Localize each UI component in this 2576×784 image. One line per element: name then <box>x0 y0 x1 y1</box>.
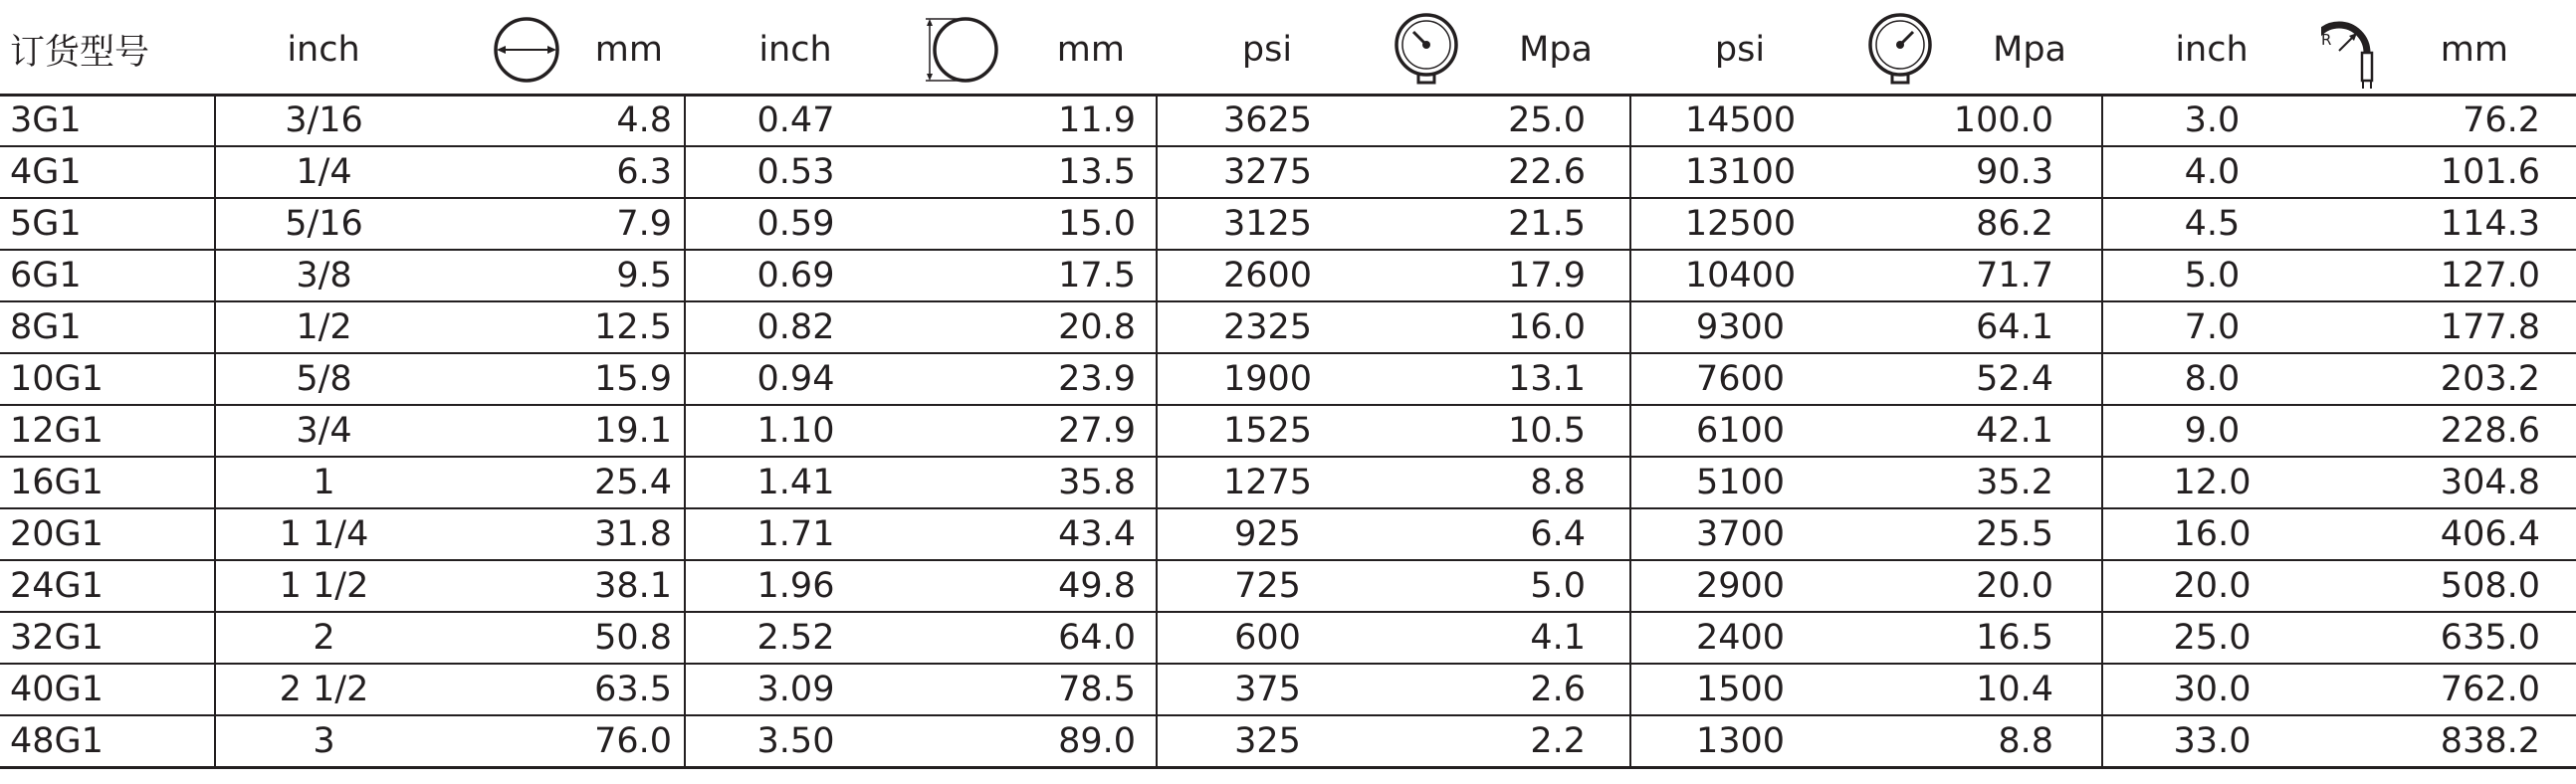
order-no-cell: 32G1 <box>0 612 215 664</box>
bend-radius-letter: R <box>2321 30 2332 49</box>
working-pressure-psi-cell: 1275 <box>1157 457 1378 508</box>
outer-diameter-inch-cell: 2.52 <box>685 612 906 664</box>
table-row <box>0 664 2576 715</box>
outer-diameter-inch-cell: 1.41 <box>685 457 906 508</box>
order-no-cell: 3G1 <box>0 95 215 146</box>
working-pressure-psi-cell: 2600 <box>1157 250 1378 301</box>
bend-radius-mm-cell: 838.2 <box>2321 715 2576 767</box>
inner-diameter-mm-cell: 31.8 <box>432 508 685 560</box>
bend-radius-inch-cell: 30.0 <box>2102 664 2321 715</box>
inner-diameter-mm-cell: 4.8 <box>432 95 685 146</box>
order-no-cell: 48G1 <box>0 715 215 767</box>
working-pressure-psi-cell: 925 <box>1157 508 1378 560</box>
bend-radius-mm-cell: 508.0 <box>2321 560 2576 612</box>
working-pressure-mpa-label: Mpa <box>1519 29 1593 70</box>
burst-pressure-mpa-cell: 25.5 <box>1849 508 2102 560</box>
working-pressure-mpa-cell: 17.9 <box>1378 250 1630 301</box>
bend-radius-inch-cell: 16.0 <box>2102 508 2321 560</box>
outer-diameter-inch-cell: 0.59 <box>685 198 906 250</box>
bend-radius-inch-cell: 9.0 <box>2102 405 2321 457</box>
inner-diameter-inch-cell: 1/2 <box>215 301 432 353</box>
bend-radius-mm-cell: 114.3 <box>2321 198 2576 250</box>
working-pressure-psi-cell: 600 <box>1157 612 1378 664</box>
table-row <box>0 250 2576 301</box>
outer-diameter-mm-cell: 11.9 <box>906 95 1157 146</box>
burst-pressure-mpa-cell: 35.2 <box>1849 457 2102 508</box>
pressure-gauge-icon <box>1865 12 1935 88</box>
burst-pressure-mpa-cell: 90.3 <box>1849 146 2102 198</box>
bend-radius-mm-cell: 203.2 <box>2321 353 2576 405</box>
outer-diameter-mm-cell: 35.8 <box>906 457 1157 508</box>
inner-diameter-mm-cell: 9.5 <box>432 250 685 301</box>
table-row <box>0 405 2576 457</box>
outer-diameter-mm-cell: 89.0 <box>906 715 1157 767</box>
working-pressure-mpa-cell: 16.0 <box>1378 301 1630 353</box>
inner-diameter-inch-cell: 2 1/2 <box>215 664 432 715</box>
bend-radius-mm-cell: 76.2 <box>2321 95 2576 146</box>
outer-diameter-mm-cell: 27.9 <box>906 405 1157 457</box>
burst-pressure-psi-cell: 1500 <box>1630 664 1849 715</box>
outer-diameter-mm-cell: 78.5 <box>906 664 1157 715</box>
inner-diameter-inch-cell: 1 1/2 <box>215 560 432 612</box>
outer-diameter-inch-cell: 3.50 <box>685 715 906 767</box>
bend-radius-mm-cell: 228.6 <box>2321 405 2576 457</box>
burst-pressure-psi-cell: 13100 <box>1630 146 1849 198</box>
inner-diameter-inch-cell: 5/16 <box>215 198 432 250</box>
working-pressure-mpa-cell: 22.6 <box>1378 146 1630 198</box>
bend-radius-inch-cell: 7.0 <box>2102 301 2321 353</box>
working-pressure-mpa-cell: 25.0 <box>1378 95 1630 146</box>
order-no-cell: 40G1 <box>0 664 215 715</box>
bend-radius-mm-cell: 127.0 <box>2321 250 2576 301</box>
inner-diameter-mm-label: mm <box>594 29 663 70</box>
header-row <box>0 0 2576 95</box>
outer-diameter-mm-label: mm <box>1056 29 1125 70</box>
burst-pressure-mpa-cell: 100.0 <box>1849 95 2102 146</box>
working-pressure-psi-cell: 325 <box>1157 715 1378 767</box>
working-pressure-mpa-cell: 2.6 <box>1378 664 1630 715</box>
table-row <box>0 560 2576 612</box>
inner-diameter-mm-cell: 19.1 <box>432 405 685 457</box>
working-pressure-psi-cell: 725 <box>1157 560 1378 612</box>
burst-pressure-mpa-cell: 42.1 <box>1849 405 2102 457</box>
working-pressure-psi-cell: 3625 <box>1157 95 1378 146</box>
outer-diameter-mm-cell: 17.5 <box>906 250 1157 301</box>
inner-diameter-inch-cell: 1/4 <box>215 146 432 198</box>
working-pressure-psi-cell: 2325 <box>1157 301 1378 353</box>
table-row <box>0 508 2576 560</box>
bend-radius-inch-cell: 25.0 <box>2102 612 2321 664</box>
inner-diameter-mm-cell: 25.4 <box>432 457 685 508</box>
bend-radius-inch-cell: 4.0 <box>2102 146 2321 198</box>
burst-pressure-mpa-cell: 10.4 <box>1849 664 2102 715</box>
burst-pressure-psi-cell: 14500 <box>1630 95 1849 146</box>
working-pressure-mpa-cell: 5.0 <box>1378 560 1630 612</box>
outer-diameter-mm-cell: 15.0 <box>906 198 1157 250</box>
burst-pressure-psi-cell: 3700 <box>1630 508 1849 560</box>
order-no-cell: 4G1 <box>0 146 215 198</box>
bend-radius-inch-cell: 3.0 <box>2102 95 2321 146</box>
inner-diameter-inch-cell: 3/16 <box>215 95 432 146</box>
bend-radius-inch-cell: 20.0 <box>2102 560 2321 612</box>
burst-pressure-mpa-label: Mpa <box>1993 29 2066 70</box>
inner-diameter-inch-cell: 2 <box>215 612 432 664</box>
table-row <box>0 198 2576 250</box>
burst-pressure-psi-cell: 2400 <box>1630 612 1849 664</box>
burst-pressure-mpa-cell: 20.0 <box>1849 560 2102 612</box>
bend-radius-mm-cell: 406.4 <box>2321 508 2576 560</box>
working-pressure-psi-cell: 3275 <box>1157 146 1378 198</box>
bend-radius-mm-cell: 635.0 <box>2321 612 2576 664</box>
order-no-cell: 5G1 <box>0 198 215 250</box>
table-row <box>0 612 2576 664</box>
bend-radius-mm-cell: 762.0 <box>2321 664 2576 715</box>
bend-radius-mm-cell: 177.8 <box>2321 301 2576 353</box>
table-row <box>0 715 2576 767</box>
bend-radius-inch-cell: 4.5 <box>2102 198 2321 250</box>
inner-diameter-inch-header: inch <box>215 0 432 95</box>
order-no-cell: 20G1 <box>0 508 215 560</box>
bend-radius-inch-cell: 12.0 <box>2102 457 2321 508</box>
order-no-cell: 16G1 <box>0 457 215 508</box>
inner-diameter-mm-cell: 38.1 <box>432 560 685 612</box>
inner-diameter-mm-cell: 50.8 <box>432 612 685 664</box>
outer-diameter-mm-cell: 49.8 <box>906 560 1157 612</box>
burst-pressure-mpa-cell: 16.5 <box>1849 612 2102 664</box>
working-pressure-mpa-cell: 10.5 <box>1378 405 1630 457</box>
working-pressure-psi-header: psi <box>1157 0 1378 95</box>
inner-diameter-mm-cell: 12.5 <box>432 301 685 353</box>
burst-pressure-mpa-cell: 71.7 <box>1849 250 2102 301</box>
order-no-cell: 12G1 <box>0 405 215 457</box>
outer-diameter-mm-cell: 23.9 <box>906 353 1157 405</box>
working-pressure-psi-cell: 1900 <box>1157 353 1378 405</box>
inner-diameter-mm-cell: 76.0 <box>432 715 685 767</box>
order-no-header: 订货型号 <box>0 0 215 95</box>
burst-pressure-psi-cell: 5100 <box>1630 457 1849 508</box>
table-row <box>0 457 2576 508</box>
working-pressure-mpa-cell: 2.2 <box>1378 715 1630 767</box>
hose-inner-diameter-icon <box>492 15 561 85</box>
burst-pressure-mpa-cell: 86.2 <box>1849 198 2102 250</box>
outer-diameter-mm-cell: 64.0 <box>906 612 1157 664</box>
order-no-cell: 10G1 <box>0 353 215 405</box>
outer-diameter-mm-cell: 13.5 <box>906 146 1157 198</box>
burst-pressure-psi-cell: 12500 <box>1630 198 1849 250</box>
inner-diameter-inch-cell: 3/4 <box>215 405 432 457</box>
outer-diameter-inch-cell: 0.82 <box>685 301 906 353</box>
order-no-cell: 6G1 <box>0 250 215 301</box>
burst-pressure-mpa-cell: 52.4 <box>1849 353 2102 405</box>
working-pressure-psi-cell: 375 <box>1157 664 1378 715</box>
working-pressure-mpa-cell: 13.1 <box>1378 353 1630 405</box>
burst-pressure-psi-header: psi <box>1630 0 1849 95</box>
bend-radius-icon <box>2321 7 2381 93</box>
burst-pressure-mpa-cell: 8.8 <box>1849 715 2102 767</box>
outer-diameter-inch-cell: 1.71 <box>685 508 906 560</box>
burst-pressure-psi-cell: 2900 <box>1630 560 1849 612</box>
table-row <box>0 95 2576 146</box>
outer-diameter-header <box>906 0 1157 95</box>
bend-radius-inch-cell: 8.0 <box>2102 353 2321 405</box>
outer-diameter-mm-cell: 43.4 <box>906 508 1157 560</box>
outer-diameter-mm-cell: 20.8 <box>906 301 1157 353</box>
burst-pressure-psi-cell: 10400 <box>1630 250 1849 301</box>
hose-outer-diameter-icon <box>920 15 999 85</box>
working-pressure-psi-cell: 1525 <box>1157 405 1378 457</box>
outer-diameter-inch-cell: 0.94 <box>685 353 906 405</box>
inner-diameter-mm-cell: 15.9 <box>432 353 685 405</box>
inner-diameter-header <box>432 0 685 95</box>
table-row <box>0 301 2576 353</box>
bend-radius-inch-header: inch <box>2102 0 2321 95</box>
bend-radius-header <box>2321 0 2576 95</box>
inner-diameter-inch-cell: 1 <box>215 457 432 508</box>
outer-diameter-inch-cell: 0.69 <box>685 250 906 301</box>
bend-radius-inch-cell: 5.0 <box>2102 250 2321 301</box>
outer-diameter-inch-cell: 0.47 <box>685 95 906 146</box>
working-pressure-psi-cell: 3125 <box>1157 198 1378 250</box>
outer-diameter-inch-cell: 3.09 <box>685 664 906 715</box>
outer-diameter-inch-cell: 1.10 <box>685 405 906 457</box>
inner-diameter-inch-cell: 3/8 <box>215 250 432 301</box>
burst-pressure-mpa-cell: 64.1 <box>1849 301 2102 353</box>
order-no-cell: 24G1 <box>0 560 215 612</box>
bend-radius-mm-label: mm <box>2440 29 2508 70</box>
burst-pressure-psi-cell: 7600 <box>1630 353 1849 405</box>
inner-diameter-inch-cell: 1 1/4 <box>215 508 432 560</box>
table-row <box>0 353 2576 405</box>
working-pressure-mpa-cell: 6.4 <box>1378 508 1630 560</box>
order-no-cell: 8G1 <box>0 301 215 353</box>
bend-radius-mm-cell: 304.8 <box>2321 457 2576 508</box>
table-body <box>0 95 2576 767</box>
outer-diameter-inch-cell: 0.53 <box>685 146 906 198</box>
pressure-gauge-icon <box>1392 12 1461 88</box>
bend-radius-mm-cell: 101.6 <box>2321 146 2576 198</box>
inner-diameter-inch-cell: 3 <box>215 715 432 767</box>
working-pressure-mpa-cell: 21.5 <box>1378 198 1630 250</box>
outer-diameter-inch-cell: 1.96 <box>685 560 906 612</box>
burst-pressure-psi-cell: 6100 <box>1630 405 1849 457</box>
inner-diameter-mm-cell: 6.3 <box>432 146 685 198</box>
burst-pressure-psi-cell: 9300 <box>1630 301 1849 353</box>
bend-radius-inch-cell: 33.0 <box>2102 715 2321 767</box>
working-pressure-mpa-cell: 4.1 <box>1378 612 1630 664</box>
inner-diameter-inch-cell: 5/8 <box>215 353 432 405</box>
working-pressure-mpa-cell: 8.8 <box>1378 457 1630 508</box>
inner-diameter-mm-cell: 7.9 <box>432 198 685 250</box>
burst-pressure-psi-cell: 1300 <box>1630 715 1849 767</box>
inner-diameter-mm-cell: 63.5 <box>432 664 685 715</box>
working-pressure-header <box>1378 0 1630 95</box>
outer-diameter-inch-header: inch <box>685 0 906 95</box>
burst-pressure-header <box>1849 0 2102 95</box>
table-row <box>0 146 2576 198</box>
